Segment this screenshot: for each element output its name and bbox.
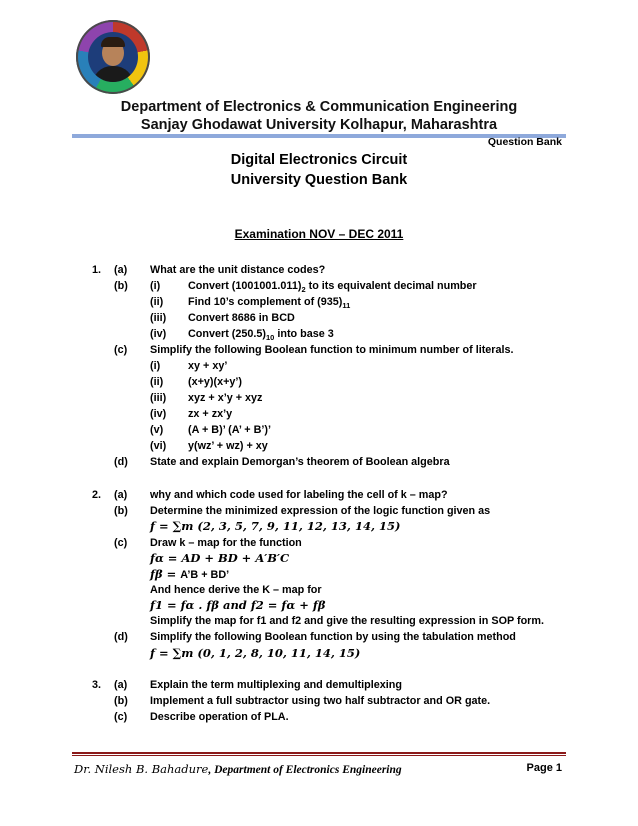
- page-number: Page 1: [526, 762, 562, 774]
- math-expression: f1 = fα . fβ and f2 = fα + fβ: [150, 598, 326, 612]
- part-label: (c): [114, 344, 128, 356]
- subpart-label: (iii): [150, 312, 167, 324]
- question-text: Draw k – map for the function: [150, 537, 302, 549]
- subpart-label: (ii): [150, 296, 164, 308]
- subpart-subscript: 10: [266, 333, 275, 343]
- question-text: Explain the term multiplexing and demultiplexing: [150, 679, 402, 691]
- footer-rule-thin: [72, 755, 566, 756]
- question-number: 2.: [92, 489, 102, 501]
- question-text: Determine the minimized expression of the logic function given as: [150, 505, 491, 517]
- title-line-2: University Question Bank: [230, 172, 408, 188]
- subpart-label: (iii): [150, 392, 167, 404]
- part-label: (c): [114, 711, 128, 723]
- part-label: (a): [114, 679, 128, 691]
- subpart-text: xyz + x’y + xyz: [188, 392, 263, 404]
- exam-heading: Examination NOV – DEC 2011: [234, 227, 404, 241]
- part-label: (b): [114, 280, 128, 292]
- subpart-text-main: Convert (250.5): [188, 328, 267, 340]
- math-expression: f = ∑m (0, 1, 2, 8, 10, 11, 14, 15): [150, 646, 361, 660]
- portrait-shirt: [92, 66, 134, 82]
- subpart-label: (v): [150, 424, 164, 436]
- author-name: Dr. Nilesh B. Bahadure: [74, 762, 209, 776]
- logo: [76, 20, 150, 94]
- subpart-text: y(wz’ + wz) + xy: [188, 440, 268, 452]
- subpart-text-rest: into base 3: [274, 328, 334, 340]
- question-text: why and which code used for labeling the cell of k – map?: [150, 489, 448, 501]
- math-expression: f = ∑m (2, 3, 5, 7, 9, 11, 12, 13, 14, 15): [150, 519, 401, 533]
- part-label: (a): [114, 264, 128, 276]
- department-header: [0, 98, 638, 134]
- subpart-subscript: 11: [342, 301, 351, 311]
- footer-rule: [72, 752, 566, 754]
- dept-line-2: Sanjay Ghodawat University Kolhapur, Maharashtra: [140, 117, 498, 133]
- question-number: 1.: [92, 264, 102, 276]
- question-text: Implement a full subtractor using two half subtractor and OR gate.: [150, 695, 491, 707]
- part-label: (b): [114, 695, 128, 707]
- question-text: What are the unit distance codes?: [150, 264, 326, 276]
- subpart-text-main: Find 10’s complement of (935): [188, 296, 343, 308]
- dept-line-1: Department of Electronics & Communication Engineering: [120, 99, 518, 115]
- part-label: (c): [114, 537, 128, 549]
- question-text: Simplify the following Boolean function by using the tabulation method: [150, 631, 516, 643]
- question-number: 3.: [92, 679, 102, 691]
- question-bank-tag: Question Bank: [487, 136, 562, 148]
- author-dept: , Department of Electronics Engineering: [208, 764, 402, 776]
- subpart-text: (x+y)(x+y’): [188, 376, 243, 388]
- question-text: Simplify the map for f1 and f2 and give the resulting expression in SOP form.: [150, 615, 544, 627]
- subpart-text: (A + B)’ (A’ + B’)’: [188, 424, 271, 436]
- part-label: (d): [114, 456, 128, 468]
- logo-portrait: [88, 32, 138, 82]
- subpart-subscript: 2: [301, 285, 306, 295]
- subpart-text: xy + xy’: [188, 360, 228, 372]
- document-title: [0, 150, 638, 190]
- subpart-label: (iv): [150, 328, 167, 340]
- part-label: (d): [114, 631, 128, 643]
- portrait-hair: [101, 37, 125, 47]
- subpart-label: (ii): [150, 376, 164, 388]
- question-text: Simplify the following Boolean function to minimum number of literals.: [150, 344, 514, 356]
- subpart-label: (vi): [150, 440, 167, 452]
- part-label: (a): [114, 489, 128, 501]
- math-expression: [150, 567, 229, 582]
- math-lhs: fβ =: [150, 567, 181, 581]
- question-text: State and explain Demorgan’s theorem of Boolean algebra: [150, 456, 450, 468]
- footer-author: [74, 762, 402, 776]
- subpart-label: (i): [150, 360, 161, 372]
- math-rhs: A’B + BD’: [180, 569, 230, 581]
- question-text: Describe operation of PLA.: [150, 711, 289, 723]
- title-line-1: Digital Electronics Circuit: [230, 152, 408, 168]
- subpart-text-main: Convert (1001001.011): [188, 280, 302, 292]
- subpart-label: (iv): [150, 408, 167, 420]
- subpart-text: Convert 8686 in BCD: [188, 312, 295, 324]
- math-expression: fα = AD + BD + A′B′C: [150, 551, 290, 565]
- subpart-text-rest: to its equivalent decimal number: [305, 280, 477, 292]
- subpart-text: zx + zx’y: [188, 408, 233, 420]
- subpart-label: (i): [150, 280, 161, 292]
- question-text: And hence derive the K – map for: [150, 584, 322, 596]
- part-label: (b): [114, 505, 128, 517]
